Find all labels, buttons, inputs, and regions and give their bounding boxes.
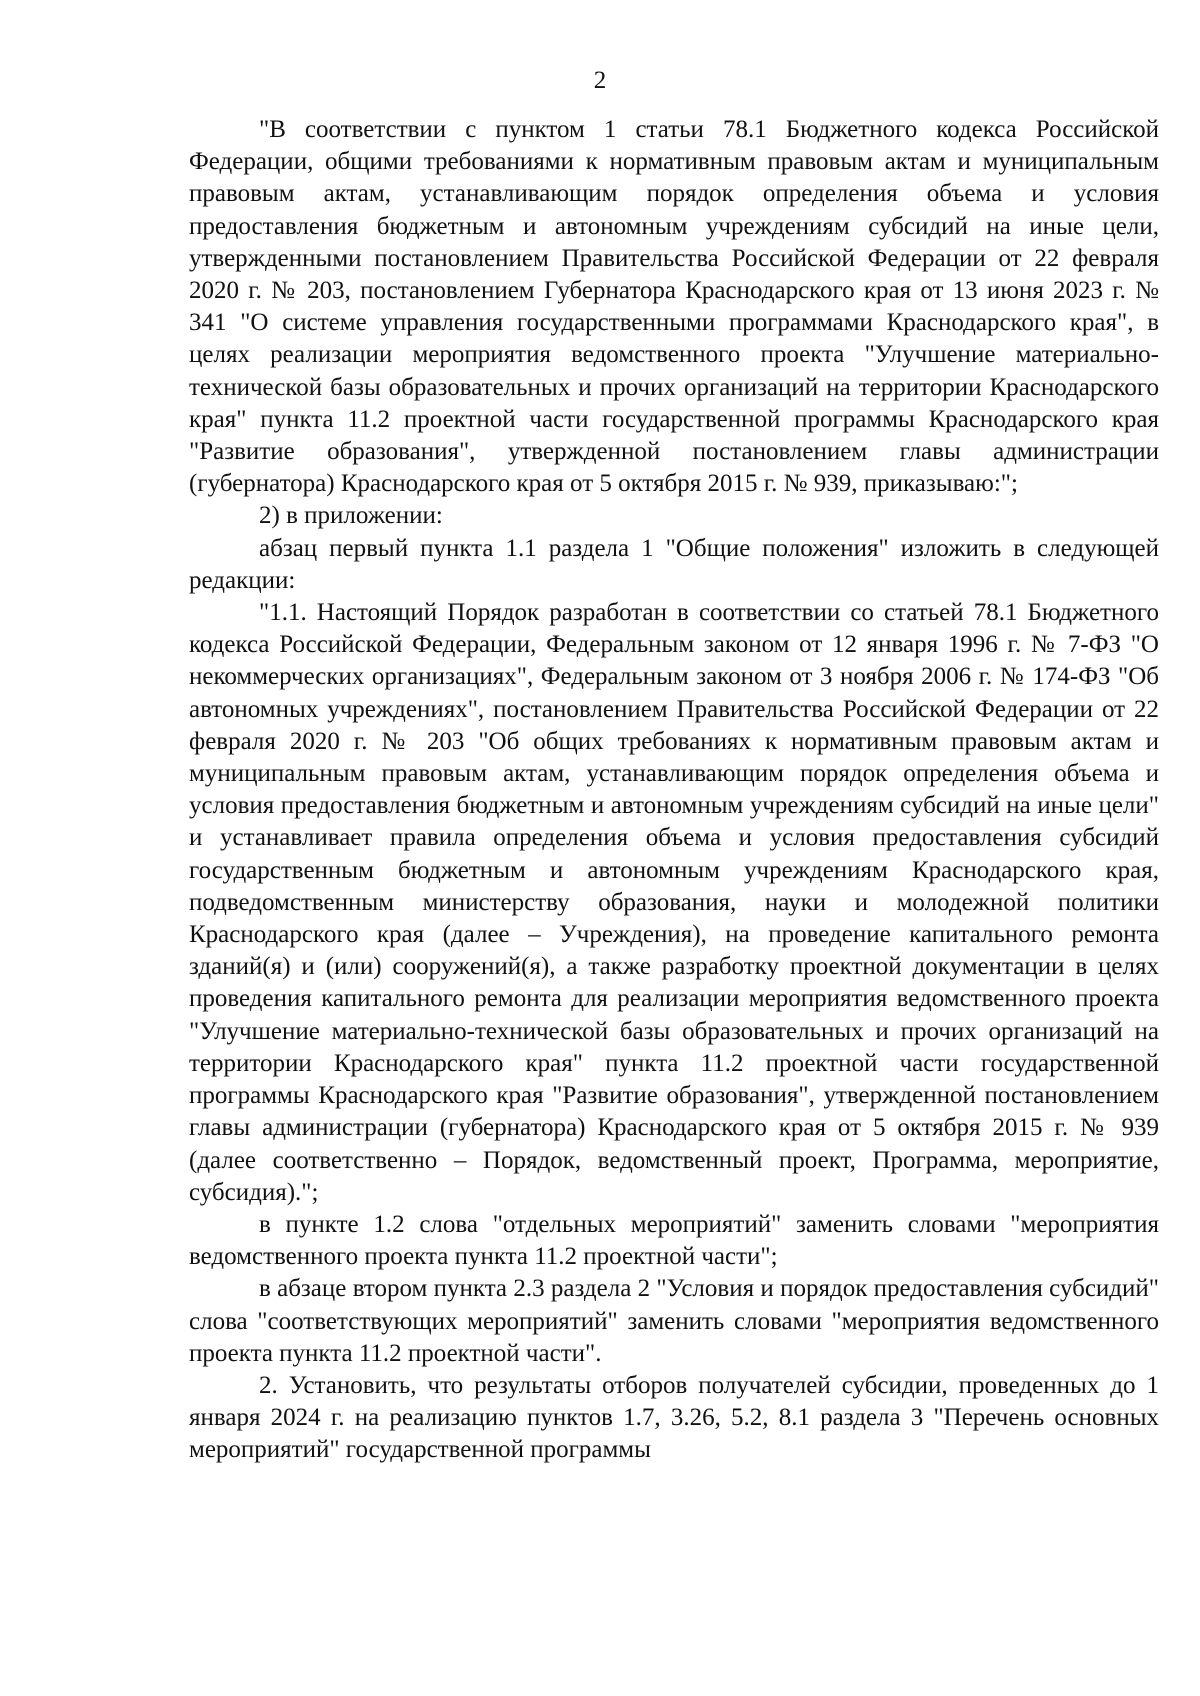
paragraph-clause-1-1: "1.1. Настоящий Порядок разработан в соответствии со статьей 78.1 Бюджетного кодекса Российской Федерации, Федеральным законом от 12 января 1996 г. № 7-ФЗ "О некоммерческих организациях", Федеральным законом от 3 ноября 2006 г. № 174-ФЗ "Об автономных учреждениях", постановлением Правительства Российской Федерации от 22 февраля 2020 г. № 203 "Об общих требованиях к нормативным правовым актам и муниципальным правовым актам, устанавливающим порядок определения объема и условия предоставления бюджетным и автономным учреждениям субсидий на иные цели" и устанавливает правила определения объема и условия предоставления субсидий государственным бюджетным и автономным учреждениям Краснодарского края, подведомственным министерству образования, науки и молодежной политики Краснодарского края (далее – Учреждения), на проведение капитального ремонта зданий(я) и (или) сооружений(я), а также разработку проектной документации в целях проведения капитального ремонта для реализации мероприятия ведомственного проекта "Улучшение материально-технической базы образовательных и прочих организаций на территории Краснодарского края" пункта 11.2 проектной части государственной программы Краснодарского края "Развитие образования", утвержденной постановлением главы администрации (губернатора) Краснодарского края от 5 октября 2015 г. № 939 (далее соответственно – Порядок, ведомственный проект, Программа, мероприятие, субсидия)."; [189, 599, 1159, 1206]
document-body [189, 114, 1159, 1467]
paragraph-appendix-heading: 2) в приложении: [259, 502, 443, 530]
paragraph-item-2: 2. Установить, что результаты отборов получателей субсидии, проведенных до 1 января 2024 г. на реализацию пунктов 1.7, 3.26, 5.2, 8.1 раздела 3 "Перечень основных мероприятий" государственной программы [189, 1371, 1159, 1464]
paragraph-clause-2-3: в абзаце втором пункта 2.3 раздела 2 "Условия и порядок предоставления субсидий" слова "соответствующих мероприятий" заменить словами "мероприятия ведомственного проекта пункта 11.2 проектной части". [189, 1275, 1159, 1367]
paragraph-clause-1-2: в пункте 1.2 слова "отдельных мероприятий" заменить словами "мероприятия ведомственного проекта пункта 11.2 проектной части"; [189, 1210, 1159, 1271]
paragraph-preamble: "В соответствии с пунктом 1 статьи 78.1 Бюджетного кодекса Российской Федерации, общими требованиями к нормативным правовым актам и муниципальным правовым актам, устанавливающим порядок определения объема и условия предоставления бюджетным и автономным учреждениям субсидий на иные цели, утвержденными постановлением Правительства Российской Федерации от 22 февраля 2020 г. № 203, постановлением Губернатора Краснодарского края от 13 июня 2023 г. № 341 "О системе управления государственными программами Краснодарского края", в целях реализации мероприятия ведомственного проекта "Улучшение материально-технической базы образовательных и прочих организаций на территории Краснодарского края" пункта 11.2 проектной части государственной программы Краснодарского края "Развитие образования", утвержденной постановлением главы администрации (губернатора) Краснодарского края от 5 октября 2015 г. № 939, приказываю:"; [189, 116, 1159, 498]
paragraph-abzac-1-1: абзац первый пункта 1.1 раздела 1 "Общие положения" изложить в следующей редакции: [189, 534, 1159, 594]
page-number: 2 [593, 67, 607, 94]
